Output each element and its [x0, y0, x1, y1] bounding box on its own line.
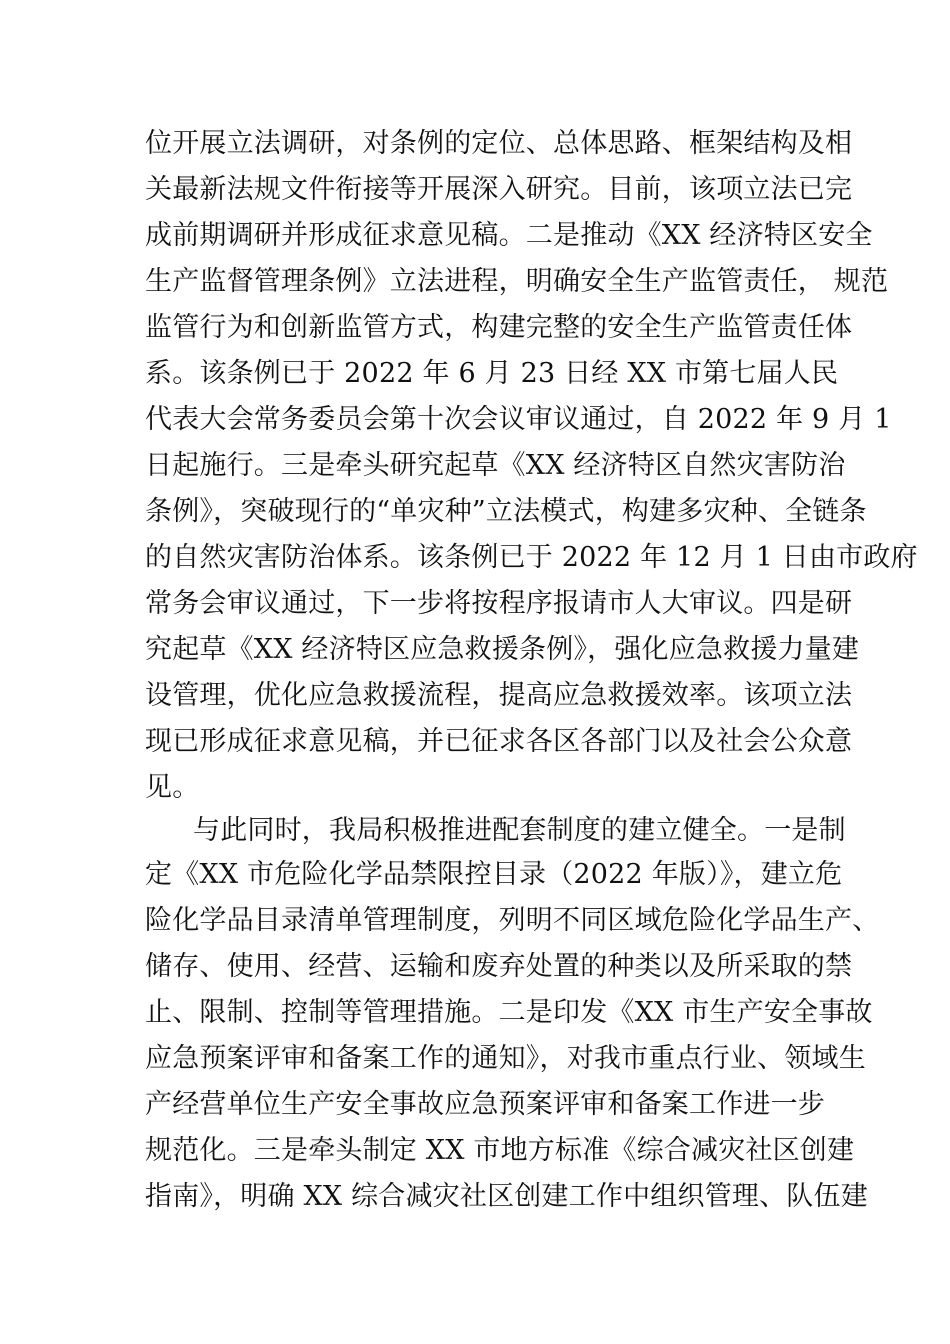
text-line: 监管行为和创新监管方式，构建完整的安全生产监管责任体	[145, 312, 853, 343]
text-line: 关最新法规文件衔接等开展深入研究。目前，该项立法已完	[145, 174, 853, 205]
text-line: 设管理，优化应急救援流程，提高应急救援效率。该项立法	[145, 680, 853, 711]
text-line: 日起施行。三是牵头研究起草《XX 经济特区自然灾害防治	[145, 450, 846, 481]
text-line: 定《XX 市危险化学品禁限控目录（2022 年版）》，建立危	[145, 859, 843, 890]
text-line: 生产监督管理条例》立法进程，明确安全生产监管责任， 规范	[145, 266, 889, 297]
text-line: 位开展立法调研，对条例的定位、总体思路、框架结构及相	[145, 128, 853, 159]
text-line: 常务会审议通过，下一步将按程序报请市人大审议。四是研	[145, 588, 853, 619]
text-line: 究起草《XX 经济特区应急救援条例》，强化应急救援力量建	[145, 634, 860, 665]
text-line: 现已形成征求意见稿，并已征求各区各部门以及社会公众意	[145, 726, 853, 757]
text-line: 见。	[145, 772, 200, 803]
text-line: 应急预案评审和备案工作的通知》，对我市重点行业、领域生	[145, 1043, 866, 1074]
text-line: 的自然灾害防治体系。该条例已于 2022 年 12 月 1 日由市政府	[145, 542, 918, 573]
text-line: 系。该条例已于 2022 年 6 月 23 日经 XX 市第七届人民	[145, 358, 839, 389]
text-line: 指南》，明确 XX 综合减灾社区创建工作中组织管理、队伍建	[145, 1181, 868, 1212]
text-line: 条例》，突破现行的“单灾种”立法模式，构建多灾种、全链条	[145, 496, 867, 527]
text-line: 成前期调研并形成征求意见稿。二是推动《XX 经济特区安全	[145, 220, 873, 251]
text-line: 规范化。三是牵头制定 XX 市地方标准《综合减灾社区创建	[145, 1135, 855, 1166]
text-line: 险化学品目录清单管理制度，列明不同区域危险化学品生产、	[145, 905, 880, 936]
text-line: 止、限制、控制等管理措施。二是印发《XX 市生产安全事故	[145, 997, 873, 1028]
text-line: 储存、使用、经营、运输和废弃处置的种类以及所采取的禁	[145, 951, 853, 982]
text-line: 产经营单位生产安全事故应急预案评审和备案工作进一步	[145, 1089, 825, 1120]
paragraph-first-line: 与此同时，我局积极推进配套制度的建立健全。一是制	[193, 815, 846, 846]
text-line: 代表大会常务委员会第十次会议审议通过，自 2022 年 9 月 1	[145, 404, 892, 435]
